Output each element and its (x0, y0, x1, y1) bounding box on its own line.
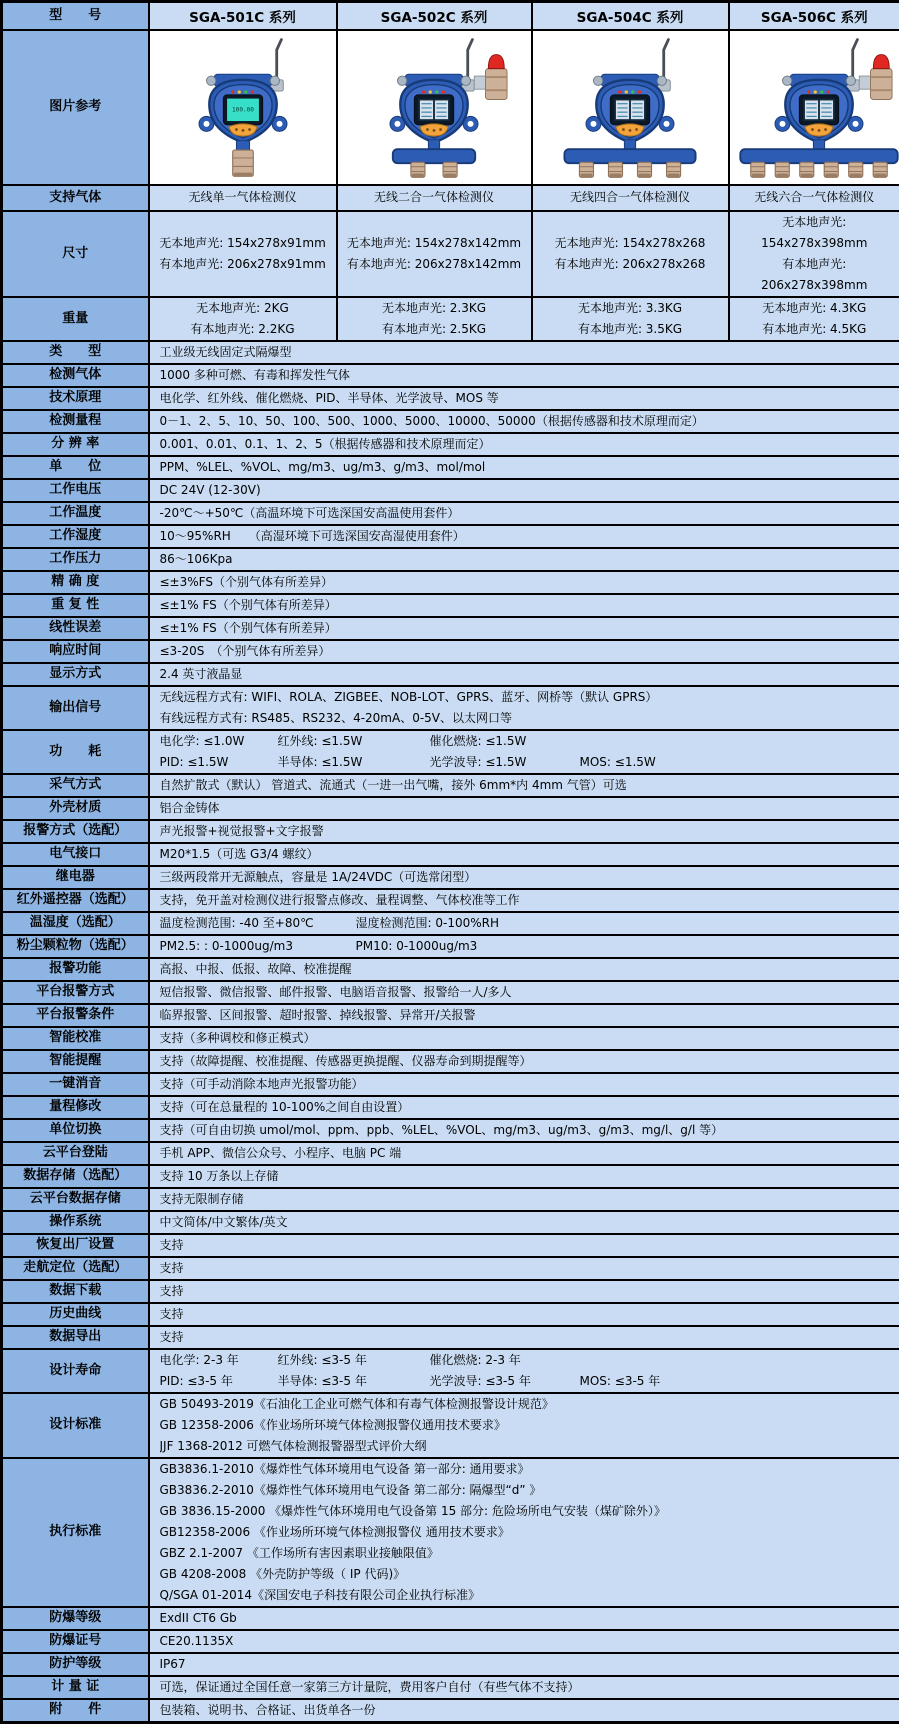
product-image-row (2, 30, 899, 185)
spec-value-line: 无线六合一气体检测仪 (732, 187, 898, 208)
model-header-2: SGA-502C 系列 (337, 2, 532, 30)
row-label: 设计寿命 (2, 1349, 149, 1393)
table-row (2, 1027, 899, 1050)
spec-value-line: 支持，免开盖对检测仪进行报警点修改、量程调整、气体校准等工作 (160, 890, 896, 911)
row-label: 响应时间 (2, 640, 149, 663)
spec-value-line: 有本地声光: 2.5KG (340, 319, 529, 340)
spec-value-cell (149, 211, 337, 297)
spec-value-cell (149, 797, 899, 820)
spec-value-line: 无本地声光: 3.3KG (535, 298, 726, 319)
spec-value-segment: 电化学: 2-3 年 (160, 1350, 278, 1371)
spec-value-cell (149, 640, 899, 663)
row-label: 尺寸 (2, 211, 149, 297)
spec-value-cell (149, 525, 899, 548)
spec-value-line: 0.001、0.01、0.1、1、2、5（根据传感器和技术原理而定） (160, 434, 896, 455)
row-label-image: 图片参考 (2, 30, 149, 185)
row-label: 报警功能 (2, 958, 149, 981)
row-label: 功 耗 (2, 730, 149, 774)
spec-value-cell (149, 456, 899, 479)
table-row (2, 889, 899, 912)
row-label: 外壳材质 (2, 797, 149, 820)
spec-value-line: IP67 (160, 1654, 896, 1675)
spec-value-segment: 红外线: ≤1.5W (278, 731, 430, 752)
table-row (2, 1303, 899, 1326)
row-label: 重 复 性 (2, 594, 149, 617)
spec-value-line: 无线四合一气体检测仪 (535, 187, 726, 208)
spec-value-cell (149, 820, 899, 843)
row-label: 一键消音 (2, 1073, 149, 1096)
spec-value-line (160, 936, 896, 957)
table-row (2, 1607, 899, 1630)
spec-value-line: 工业级无线固定式隔爆型 (160, 342, 896, 363)
spec-value-cell (149, 1630, 899, 1653)
table-row (2, 1630, 899, 1653)
spec-value-cell (149, 502, 899, 525)
table-row (2, 820, 899, 843)
spec-value-cell (149, 1211, 899, 1234)
row-label: 数据存储（选配） (2, 1165, 149, 1188)
spec-value-segment: 光学波导: ≤3-5 年 (430, 1371, 580, 1392)
spec-value-cell (149, 479, 899, 502)
spec-value-line: Q/SGA 01-2014《深国安电子科技有限公司企业执行标准》 (160, 1585, 896, 1606)
spec-value-line: 无本地声光: 154x278x142mm (340, 233, 529, 254)
spec-value-line: ExdII CT6 Gb (160, 1608, 896, 1629)
spec-value-segment: 温度检测范围: -40 至+80℃ (160, 913, 356, 934)
spec-value-cell (149, 1699, 899, 1723)
spec-value-line: M20*1.5（可选 G3/4 螺纹） (160, 844, 896, 865)
spec-value-cell (149, 1165, 899, 1188)
row-label: 单 位 (2, 456, 149, 479)
product-image-cell-sga-502c (337, 30, 532, 185)
table-row (2, 387, 899, 410)
spec-value-cell (149, 1257, 899, 1280)
spec-value-line: 手机 APP、微信公众号、小程序、电脑 PC 端 (160, 1143, 896, 1164)
row-label: 云平台数据存储 (2, 1188, 149, 1211)
spec-value-line: DC 24V (12-30V) (160, 480, 896, 501)
spec-value-cell (149, 912, 899, 935)
spec-value-cell (149, 958, 899, 981)
row-label: 输出信号 (2, 686, 149, 730)
row-label: 附 件 (2, 1699, 149, 1723)
spec-value-line: 支持 (160, 1281, 896, 1302)
spec-value-cell (149, 1653, 899, 1676)
spec-value-line: GBZ 2.1-2007 《工作场所有害因素职业接触限值》 (160, 1543, 896, 1564)
spec-value-line: 支持 (160, 1258, 896, 1279)
spec-value-line: 无线单一气体检测仪 (152, 187, 334, 208)
row-label: 继电器 (2, 866, 149, 889)
spec-value-cell (532, 211, 729, 297)
model-header-row (2, 2, 899, 30)
row-label: 工作电压 (2, 479, 149, 502)
model-header-1: SGA-501C 系列 (149, 2, 337, 30)
spec-value-line: 支持（可自由切换 umol/mol、ppm、ppb、%LEL、%VOL、mg/m3、ug/m3、g/m3、mg/l、g/l 等） (160, 1120, 896, 1141)
spec-value-line: 支持 (160, 1235, 896, 1256)
row-label: 量程修改 (2, 1096, 149, 1119)
spec-value-line: 电化学、红外线、催化燃烧、PID、半导体、光学波导、MOS 等 (160, 388, 896, 409)
spec-value-line: 有本地声光: 2.2KG (152, 319, 334, 340)
table-row (2, 479, 899, 502)
spec-value-cell (149, 364, 899, 387)
spec-value-line: 10～95%RH （高湿环境下可选深国安高湿使用套件） (160, 526, 896, 547)
spec-value-line: ≤±1% FS（个别气体有所差异） (160, 595, 896, 616)
table-row (2, 1165, 899, 1188)
spec-value-cell (149, 1119, 899, 1142)
spec-value-cell (149, 548, 899, 571)
row-label: 支持气体 (2, 185, 149, 211)
table-row (2, 525, 899, 548)
row-label: 云平台登陆 (2, 1142, 149, 1165)
spec-value-line: JJF 1368-2012 可燃气体检测报警器型式评价大纲 (160, 1436, 896, 1457)
spec-value-line: GB 50493-2019《石油化工企业可燃气体和有毒气体检测报警设计规范》 (160, 1394, 896, 1415)
spec-value-cell (149, 1280, 899, 1303)
spec-value-cell (337, 297, 532, 341)
spec-value-cell (729, 211, 899, 297)
spec-value-cell (149, 1050, 899, 1073)
table-row (2, 1004, 899, 1027)
spec-value-line: ≤±1% FS（个别气体有所差异） (160, 618, 896, 639)
spec-value-line: 支持无限制存储 (160, 1189, 896, 1210)
spec-value-line: 铝合金铸体 (160, 798, 896, 819)
spec-value-cell (532, 185, 729, 211)
table-row (2, 548, 899, 571)
spec-value-line: 中文简体/中文繁体/英文 (160, 1212, 896, 1233)
spec-value-cell (149, 387, 899, 410)
table-row (2, 1211, 899, 1234)
spec-value-cell (149, 686, 899, 730)
spec-value-line: GB 4208-2008 《外壳防护等级（ IP 代码)》 (160, 1564, 896, 1585)
spec-value-cell (149, 730, 899, 774)
spec-value-segment: PM2.5: : 0-1000ug/m3 (160, 936, 356, 957)
row-label: 历史曲线 (2, 1303, 149, 1326)
spec-value-segment: 红外线: ≤3-5 年 (278, 1350, 430, 1371)
spec-value-line: -20℃～+50℃（高温环境下可选深国安高温使用套件） (160, 503, 896, 524)
table-row (2, 1142, 899, 1165)
row-label: 红外遥控器（选配） (2, 889, 149, 912)
spec-value-line (160, 752, 896, 773)
spec-value-line: 声光报警+视觉报警+文字报警 (160, 821, 896, 842)
row-label: 计 量 证 (2, 1676, 149, 1699)
spec-value-segment: 湿度检测范围: 0-100%RH (356, 913, 508, 934)
table-row (2, 981, 899, 1004)
row-label: 工作压力 (2, 548, 149, 571)
table-row (2, 456, 899, 479)
row-label: 智能校准 (2, 1027, 149, 1050)
row-label: 智能提醒 (2, 1050, 149, 1073)
spec-value-segment: 半导体: ≤1.5W (278, 752, 430, 773)
spec-value-line: 无本地声光: 2.3KG (340, 298, 529, 319)
product-image-cell-sga-504c (532, 30, 729, 185)
table-row (2, 958, 899, 981)
row-label: 防爆证号 (2, 1630, 149, 1653)
spec-value-cell (149, 774, 899, 797)
spec-value-cell (337, 185, 532, 211)
spec-value-line: GB 12358-2006《作业场所环境气体检测报警仪通用技术要求》 (160, 1415, 896, 1436)
table-row (2, 433, 899, 456)
row-label: 平台报警方式 (2, 981, 149, 1004)
spec-value-cell (149, 1188, 899, 1211)
table-row (2, 594, 899, 617)
spec-value-segment: MOS: ≤3-5 年 (580, 1371, 661, 1392)
spec-value-line: GB 3836.15-2000 《爆炸性气体环境用电气设备第 15 部分: 危险场所电气安装（煤矿除外）》 (160, 1501, 896, 1522)
spec-value-cell (149, 981, 899, 1004)
spec-value-cell (149, 889, 899, 912)
spec-value-line: PPM、%LEL、%VOL、mg/m3、ug/m3、g/m3、mol/mol (160, 457, 896, 478)
row-label: 工作湿度 (2, 525, 149, 548)
spec-value-line: 无本地声光: 2KG (152, 298, 334, 319)
table-row (2, 1119, 899, 1142)
spec-value-line: 有本地声光: 206x278x91mm (152, 254, 334, 275)
table-row (2, 663, 899, 686)
spec-value-line: 有本地声光: 206x278x398mm (732, 254, 898, 296)
row-label: 工作温度 (2, 502, 149, 525)
table-row (2, 1326, 899, 1349)
spec-value-cell (729, 185, 899, 211)
spec-value-cell (149, 1027, 899, 1050)
table-row (2, 1234, 899, 1257)
row-label: 粉尘颗粒物（选配） (2, 935, 149, 958)
spec-value-cell (149, 1073, 899, 1096)
spec-value-segment: 半导体: ≤3-5 年 (278, 1371, 430, 1392)
spec-value-line: 有线远程方式有: RS485、RS232、4-20mA、0-5V、以太网口等 (160, 708, 896, 729)
gas-detector-illustration-sga-506c (730, 33, 899, 181)
spec-value-cell (149, 594, 899, 617)
gas-detector-illustration-sga-501c (154, 33, 332, 181)
row-label: 显示方式 (2, 663, 149, 686)
table-row (2, 866, 899, 889)
table-row (2, 1096, 899, 1119)
spec-value-line: 有本地声光: 206x278x142mm (340, 254, 529, 275)
row-label: 单位切换 (2, 1119, 149, 1142)
table-row (2, 185, 899, 211)
spec-value-line: 高报、中报、低报、故障、校准提醒 (160, 959, 896, 980)
spec-value-cell (149, 410, 899, 433)
spec-value-cell (532, 297, 729, 341)
spec-value-line (160, 731, 896, 752)
table-row (2, 935, 899, 958)
spec-value-cell (149, 866, 899, 889)
table-row (2, 730, 899, 774)
spec-value-segment: PID: ≤3-5 年 (160, 1371, 278, 1392)
spec-value-line: 86～106Kpa (160, 549, 896, 570)
row-label: 走航定位（选配） (2, 1257, 149, 1280)
spec-value-line: 0－1、2、5、10、50、100、500、1000、5000、10000、50000（根据传感器和技术原理而定） (160, 411, 896, 432)
spec-value-line (160, 1371, 896, 1392)
spec-value-segment: PM10: 0-1000ug/m3 (356, 936, 508, 957)
spec-value-cell (149, 1234, 899, 1257)
spec-value-cell (149, 1458, 899, 1607)
spec-value-line: 无线二合一气体检测仪 (340, 187, 529, 208)
row-label: 检测量程 (2, 410, 149, 433)
row-label: 数据下载 (2, 1280, 149, 1303)
gas-detector-illustration-sga-504c (541, 33, 719, 181)
spec-value-cell (149, 843, 899, 866)
spec-value-cell (729, 297, 899, 341)
spec-value-cell (149, 433, 899, 456)
table-row (2, 410, 899, 433)
gas-detector-illustration-sga-502c (345, 33, 523, 181)
spec-value-segment: PID: ≤1.5W (160, 752, 278, 773)
row-label: 电气接口 (2, 843, 149, 866)
spec-value-line (160, 913, 896, 934)
spec-value-segment: 催化燃烧: 2-3 年 (430, 1350, 580, 1371)
spec-value-cell (149, 341, 899, 364)
spec-value-line: 支持 (160, 1327, 896, 1348)
row-label: 报警方式（选配） (2, 820, 149, 843)
table-row (2, 1257, 899, 1280)
spec-value-cell (337, 211, 532, 297)
table-row (2, 297, 899, 341)
spec-value-line: CE20.1135X (160, 1631, 896, 1652)
spec-value-line: 有本地声光: 3.5KG (535, 319, 726, 340)
row-label: 恢复出厂设置 (2, 1234, 149, 1257)
row-label: 采气方式 (2, 774, 149, 797)
table-row (2, 797, 899, 820)
row-label-model: 型 号 (2, 2, 149, 30)
table-row (2, 211, 899, 297)
row-label: 线性误差 (2, 617, 149, 640)
row-label: 温湿度（选配） (2, 912, 149, 935)
table-row (2, 1073, 899, 1096)
svg-text:100.00: 100.00 (232, 107, 254, 114)
spec-value-line: 支持（可手动消除本地声光报警功能） (160, 1074, 896, 1095)
spec-value-line: 无本地声光: 154x278x91mm (152, 233, 334, 254)
spec-value-segment: MOS: ≤1.5W (580, 752, 656, 773)
table-row (2, 843, 899, 866)
table-row (2, 640, 899, 663)
table-row (2, 1349, 899, 1393)
row-label: 分 辨 率 (2, 433, 149, 456)
spec-value-line: GB12358-2006 《作业场所环境气体检测报警仪 通用技术要求》 (160, 1522, 896, 1543)
table-row (2, 912, 899, 935)
row-label: 防爆等级 (2, 1607, 149, 1630)
spec-value-cell (149, 185, 337, 211)
spec-value-line: GB3836.2-2010《爆炸性气体环境用电气设备 第二部分: 隔爆型“d” 》 (160, 1480, 896, 1501)
spec-value-line (160, 1350, 896, 1371)
spec-value-line: 支持 10 万条以上存储 (160, 1166, 896, 1187)
spec-value-segment: 光学波导: ≤1.5W (430, 752, 580, 773)
row-label: 设计标准 (2, 1393, 149, 1458)
spec-value-line: 支持（可在总量程的 10-100%之间自由设置） (160, 1097, 896, 1118)
model-header-3: SGA-504C 系列 (532, 2, 729, 30)
spec-value-line: 三级两段常开无源触点，容量是 1A/24VDC（可选常闭型） (160, 867, 896, 888)
spec-value-cell (149, 1326, 899, 1349)
spec-value-line: 自然扩散式（默认） 管道式、流通式（一进一出气嘴，接外 6mm*内 4mm 气管）可选 (160, 775, 896, 796)
spec-value-cell (149, 1142, 899, 1165)
row-label: 防护等级 (2, 1653, 149, 1676)
row-label: 检测气体 (2, 364, 149, 387)
spec-value-line: GB3836.1-2010《爆炸性气体环境用电气设备 第一部分: 通用要求》 (160, 1459, 896, 1480)
row-label: 类 型 (2, 341, 149, 364)
table-row (2, 1393, 899, 1458)
spec-value-line: 短信报警、微信报警、邮件报警、电脑语音报警、报警给一人/多人 (160, 982, 896, 1003)
spec-value-cell (149, 617, 899, 640)
spec-value-segment: 催化燃烧: ≤1.5W (430, 731, 580, 752)
table-row (2, 617, 899, 640)
spec-value-cell (149, 1303, 899, 1326)
table-row (2, 502, 899, 525)
spec-value-line: 无本地声光: 154x278x268 (535, 233, 726, 254)
product-image-cell-sga-501c (149, 30, 337, 185)
spec-value-line: 临界报警、区间报警、超时报警、掉线报警、异常开/关报警 (160, 1005, 896, 1026)
spec-value-cell (149, 297, 337, 341)
spec-value-cell (149, 571, 899, 594)
row-label: 执行标准 (2, 1458, 149, 1607)
spec-table-body (2, 2, 899, 1723)
spec-value-line: 1000 多种可燃、有毒和挥发性气体 (160, 365, 896, 386)
spec-value-line: 支持（故障提醒、校准提醒、传感器更换提醒、仪器寿命到期提醒等） (160, 1051, 896, 1072)
row-label: 数据导出 (2, 1326, 149, 1349)
spec-value-line: 2.4 英寸液晶显 (160, 664, 896, 685)
table-row (2, 774, 899, 797)
spec-value-line: 支持 (160, 1304, 896, 1325)
spec-value-line: 可选，保证通过全国任意一家第三方计量院，费用客户自付（有些气体不支持） (160, 1677, 896, 1698)
table-row (2, 1676, 899, 1699)
spec-value-cell (149, 1096, 899, 1119)
product-image-cell-sga-506c (729, 30, 899, 185)
spec-value-line: ≤±3%FS（个别气体有所差异） (160, 572, 896, 593)
spec-value-line: 支持（多种调校和修正模式） (160, 1028, 896, 1049)
row-label: 重量 (2, 297, 149, 341)
spec-value-line: 包装箱、说明书、合格证、出货单各一份 (160, 1700, 896, 1721)
row-label: 精 确 度 (2, 571, 149, 594)
table-row (2, 1280, 899, 1303)
table-row (2, 1458, 899, 1607)
spec-value-segment: 电化学: ≤1.0W (160, 731, 278, 752)
model-header-4: SGA-506C 系列 (729, 2, 899, 30)
spec-value-line: 有本地声光: 4.5KG (732, 319, 898, 340)
table-row (2, 686, 899, 730)
spec-value-line: 无线远程方式有: WIFI、ROLA、ZIGBEE、NOB-LOT、GPRS、蓝牙、网桥等（默认 GPRS） (160, 687, 896, 708)
spec-value-cell (149, 1004, 899, 1027)
spec-value-cell (149, 663, 899, 686)
row-label: 平台报警条件 (2, 1004, 149, 1027)
row-label: 操作系统 (2, 1211, 149, 1234)
row-label: 技术原理 (2, 387, 149, 410)
spec-value-line: 无本地声光: 154x278x398mm (732, 212, 898, 254)
table-row (2, 341, 899, 364)
table-row (2, 1188, 899, 1211)
spec-value-line: 无本地声光: 4.3KG (732, 298, 898, 319)
spec-value-line: ≤3-20S （个别气体有所差异） (160, 641, 896, 662)
spec-value-cell (149, 1349, 899, 1393)
spec-value-cell (149, 935, 899, 958)
table-row (2, 1050, 899, 1073)
table-row (2, 1653, 899, 1676)
spec-value-cell (149, 1393, 899, 1458)
table-row (2, 571, 899, 594)
table-row (2, 364, 899, 387)
spec-value-line: 有本地声光: 206x278x268 (535, 254, 726, 275)
spec-value-cell (149, 1676, 899, 1699)
spec-value-cell (149, 1607, 899, 1630)
table-row (2, 1699, 899, 1723)
